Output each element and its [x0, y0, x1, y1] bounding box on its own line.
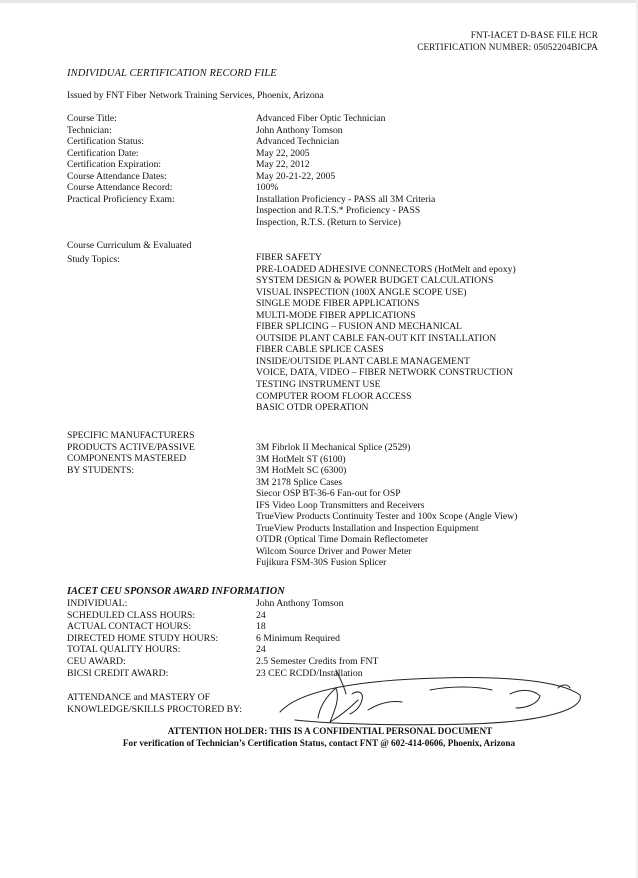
- ceu-label: BICSI CREDIT AWARD:: [67, 667, 169, 679]
- record-row: [67, 148, 587, 160]
- manufacturers-label: [67, 430, 256, 569]
- ceu-row: [67, 633, 378, 645]
- topic-item: INSIDE/OUTSIDE PLANT CABLE MANAGEMENT: [256, 355, 470, 367]
- manufacturer-item: Siecor OSP BT-36-6 Fan-out for OSP: [256, 488, 401, 500]
- record-label: Course Attendance Record:: [67, 182, 173, 194]
- record-label: Course Title:: [67, 113, 117, 124]
- ceu-row: [67, 598, 378, 610]
- manufacturers-label-line: COMPONENTS MASTERED: [67, 453, 187, 465]
- manufacturers-label-line: PRODUCTS ACTIVE/PASSIVE: [67, 441, 195, 453]
- ceu-value: 24: [256, 609, 266, 621]
- manufacturers-block: [67, 430, 587, 569]
- ceu-row: [67, 656, 378, 668]
- ceu-label: DIRECTED HOME STUDY HOURS:: [67, 632, 219, 644]
- ceu-value: 18: [256, 621, 266, 633]
- file-id: FNT-IACET D-BASE FILE HCR: [470, 30, 598, 40]
- ceu-value: 6 Minimum Required: [256, 632, 340, 644]
- practical-line: Installation Proficiency - PASS all 3M Criteria: [256, 193, 436, 205]
- ceu-value: John Anthony Tomson: [256, 598, 344, 609]
- topic-item: PRE-LOADED ADHESIVE CONNECTORS (HotMelt and epoxy): [256, 263, 516, 275]
- topic-item: TESTING INSTRUMENT USE: [256, 379, 381, 391]
- topic-item: SINGLE MODE FIBER APPLICATIONS: [256, 298, 420, 310]
- ceu-block: [67, 598, 378, 679]
- verification-line: For verification of Technician’s Certification Status, contact FNT @ 602-414-0606, Phoenix, Arizona: [122, 738, 516, 748]
- curriculum-topics: [256, 240, 587, 414]
- record-row: [67, 159, 587, 171]
- manufacturer-item: TrueView Products Installation and Inspection Equipment: [256, 522, 479, 534]
- manufacturers-label-line: BY STUDENTS:: [67, 464, 135, 476]
- ceu-row: [67, 621, 378, 633]
- record-row: [67, 136, 587, 148]
- ceu-label: ACTUAL CONTACT HOURS:: [67, 621, 192, 633]
- practical-label: Practical Proficiency Exam:: [67, 193, 175, 205]
- record-row: [67, 125, 587, 137]
- ceu-row: [67, 668, 378, 680]
- record-value: Advanced Technician: [256, 136, 340, 148]
- practical-row: [67, 194, 587, 229]
- manufacturer-item: 3M 2178 Splice Cases: [256, 476, 343, 488]
- manufacturer-item: IFS Video Loop Transmitters and Receivers: [256, 499, 425, 511]
- manufacturer-item: TrueView Products Continuity Tester and 100x Scope (Angle View): [256, 511, 518, 523]
- manufacturer-item: Wilcom Source Driver and Power Meter: [256, 545, 412, 557]
- manufacturer-items: [256, 430, 587, 569]
- topic-item: FIBER SPLICING – FUSION AND MECHANICAL: [256, 321, 463, 333]
- practical-line: Inspection, R.T.S. (Return to Service): [256, 216, 401, 228]
- manufacturer-item: 3M HotMelt ST (6100): [256, 453, 346, 465]
- footer-notice: [0, 725, 638, 749]
- record-value: Advanced Fiber Optic Technician: [256, 113, 386, 124]
- ceu-row: [67, 610, 378, 622]
- curriculum-row: [67, 240, 587, 414]
- manufacturers-label-line: SPECIFIC MANUFACTURERS: [67, 430, 195, 441]
- ceu-value: 23 CEC RCDD/Installation: [256, 667, 363, 679]
- attendance-line: KNOWLEDGE/SKILLS PROCTORED BY:: [67, 704, 242, 715]
- manufacturer-item: OTDR (Optical Time Domain Reflectometer: [256, 534, 429, 546]
- manufacturer-item: 3M Fibrlok II Mechanical Splice (2529): [256, 442, 411, 453]
- document-title: INDIVIDUAL CERTIFICATION RECORD FILE: [67, 68, 277, 79]
- curriculum-label: [67, 240, 256, 414]
- record-row: [67, 182, 587, 194]
- ceu-value: 24: [256, 644, 266, 656]
- topic-item: BASIC OTDR OPERATION: [256, 402, 369, 414]
- scan-edge-top: [0, 0, 638, 3]
- topic-item: VOICE, DATA, VIDEO – FIBER NETWORK CONSTRUCTION: [256, 367, 514, 379]
- record-label: Certification Date:: [67, 147, 139, 159]
- certification-number: CERTIFICATION NUMBER: 05052204BICPA: [417, 41, 598, 52]
- record-label: Technician:: [67, 124, 112, 136]
- record-value: May 20-21-22, 2005: [256, 170, 336, 182]
- manufacturer-item: Fujikura FSM-30S Fusion Splicer: [256, 557, 387, 569]
- topic-item: MULTI-MODE FIBER APPLICATIONS: [256, 309, 416, 321]
- practical-line: Inspection and R.T.S.* Proficiency - PASS: [256, 205, 421, 217]
- record-label: Certification Expiration:: [67, 159, 162, 171]
- curriculum-label-line: Course Curriculum & Evaluated: [67, 240, 192, 251]
- record-label: Course Attendance Dates:: [67, 170, 167, 182]
- curriculum-block: [67, 240, 587, 414]
- topic-item: SYSTEM DESIGN & POWER BUDGET CALCULATIONS: [256, 275, 494, 287]
- topic-item: OUTSIDE PLANT CABLE FAN-OUT KIT INSTALLATION: [256, 332, 497, 344]
- ceu-row: [67, 644, 378, 656]
- record-label: Certification Status:: [67, 136, 145, 148]
- ceu-label: SCHEDULED CLASS HOURS:: [67, 609, 196, 621]
- issued-by: Issued by FNT Fiber Network Training Services, Phoenix, Arizona: [67, 90, 324, 101]
- attendance-block: [67, 692, 242, 716]
- ceu-heading: IACET CEU SPONSOR AWARD INFORMATION: [67, 586, 285, 597]
- record-value: John Anthony Tomson: [256, 124, 343, 136]
- curriculum-label-line: Study Topics:: [67, 253, 120, 265]
- record-block: [67, 113, 587, 228]
- attendance-line: ATTENDANCE and MASTERY OF: [67, 692, 211, 703]
- record-value: 100%: [256, 182, 279, 194]
- record-value: May 22, 2005: [256, 147, 310, 159]
- record-value: May 22, 2012: [256, 159, 310, 171]
- attention-line: ATTENTION HOLDER: THIS IS A CONFIDENTIAL PERSONAL DOCUMENT: [167, 726, 493, 736]
- topic-item: COMPUTER ROOM FLOOR ACCESS: [256, 390, 412, 402]
- record-row: [67, 113, 587, 125]
- manufacturers-row: [67, 430, 587, 569]
- ceu-label: TOTAL QUALITY HOURS:: [67, 644, 181, 656]
- topic-item: FIBER SAFETY: [256, 252, 322, 263]
- document-header: [417, 30, 598, 53]
- manufacturer-item: 3M HotMelt SC (6300): [256, 465, 347, 477]
- practical-lines: [256, 194, 587, 229]
- topic-item: VISUAL INSPECTION (100X ANGLE SCOPE USE): [256, 286, 467, 298]
- topic-item: FIBER CABLE SPLICE CASES: [256, 344, 384, 356]
- ceu-label: CEU AWARD:: [67, 655, 126, 667]
- record-row: [67, 171, 587, 183]
- ceu-label: INDIVIDUAL:: [67, 598, 128, 609]
- ceu-value: 2.5 Semester Credits from FNT: [256, 655, 379, 667]
